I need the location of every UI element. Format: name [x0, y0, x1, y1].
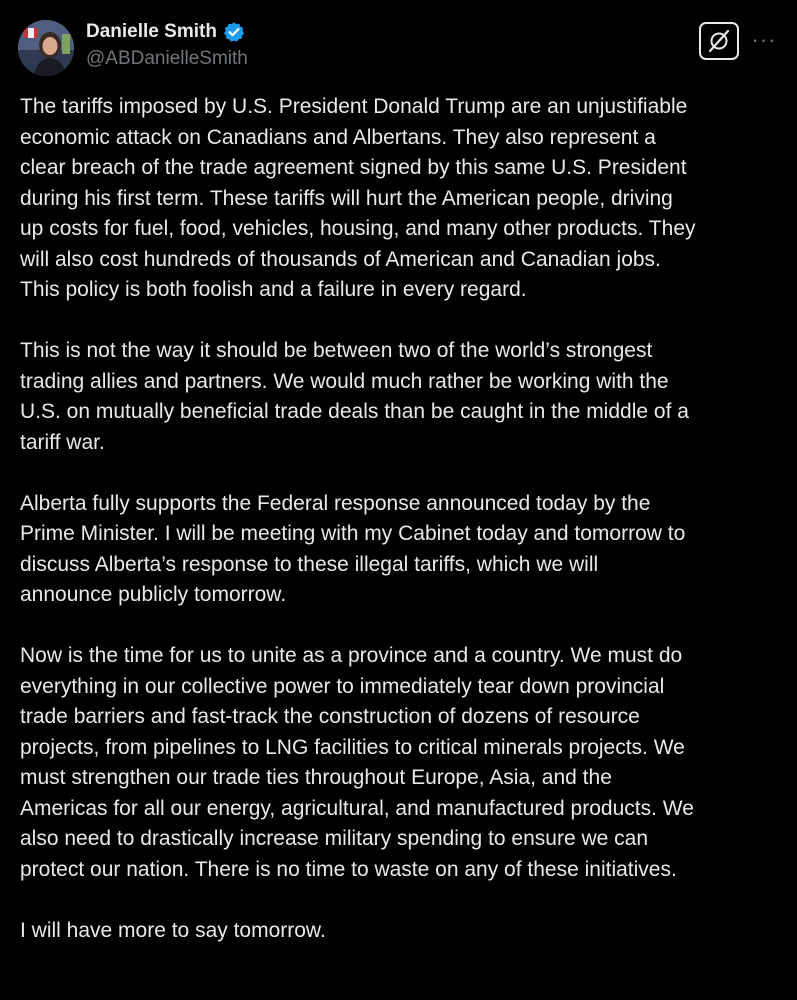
- post-paragraph: [20, 489, 790, 611]
- post-text-line: This is not the way it should be between two of the world’s strongest: [20, 339, 653, 362]
- post-text-line: The tariffs imposed by U.S. President Donald Trump are an unjustifiable: [20, 95, 688, 118]
- verified-badge-icon: [223, 21, 245, 43]
- post-paragraph: [20, 92, 790, 306]
- post-paragraph: [20, 641, 790, 885]
- grok-icon: [701, 24, 737, 58]
- display-name[interactable]: Danielle Smith: [86, 21, 217, 42]
- post-text-line: everything in our collective power to immediately tear down provincial: [20, 674, 665, 698]
- post-text-line: during his first term. These tariffs will hurt the American people, driving: [20, 186, 673, 210]
- more-options-icon: ···: [751, 27, 777, 52]
- post-text-line: economic attack on Canadians and Albertans. They also represent a: [20, 125, 656, 149]
- post-paragraph: [20, 916, 790, 947]
- post-text-line: trading allies and partners. We would much rather be working with the: [20, 369, 669, 393]
- post-text-line: will also cost hundreds of thousands of American and Canadian jobs.: [20, 247, 661, 271]
- post-text-line: up costs for fuel, food, vehicles, housing, and many other products. They: [20, 217, 696, 240]
- post-text-line: also need to drastically increase military spending to ensure we can: [20, 827, 649, 850]
- post-text-line: tariff war.: [20, 430, 105, 454]
- post-text: [20, 92, 790, 977]
- post-text-line: discuss Alberta’s response to these illegal tariffs, which we will: [20, 552, 599, 576]
- post-text-line: announce publicly tomorrow.: [20, 583, 287, 606]
- post-text-line: U.S. on mutually beneficial trade deals than be caught in the middle of a: [20, 400, 689, 423]
- grok-button[interactable]: [699, 22, 739, 60]
- author-handle[interactable]: @ABDanielleSmith: [86, 48, 248, 69]
- more-options-button[interactable]: [750, 26, 778, 54]
- post-text-line: trade barriers and fast-track the construction of dozens of resource: [20, 705, 640, 728]
- post-text-line: This policy is both foolish and a failure in every regard.: [20, 278, 527, 301]
- post-text-line: Alberta fully supports the Federal response announced today by the: [20, 491, 651, 515]
- post-text-line: projects, from pipelines to LNG facilities to critical minerals projects. We: [20, 735, 685, 759]
- author-name-row: [86, 21, 245, 43]
- post-text-line: must strengthen our trade ties throughout Europe, Asia, and the: [20, 766, 612, 789]
- post-text-line: Americas for all our energy, agricultural, and manufactured products. We: [20, 796, 694, 820]
- post-text-line: Prime Minister. I will be meeting with my Cabinet today and tomorrow to: [20, 522, 686, 545]
- post-text-line: Now is the time for us to unite as a province and a country. We must do: [20, 644, 683, 667]
- avatar[interactable]: [18, 20, 74, 76]
- post-paragraph: [20, 336, 790, 458]
- post-text-line: clear breach of the trade agreement signed by this same U.S. President: [20, 156, 687, 179]
- avatar-image: [18, 20, 74, 76]
- post-text-line: I will have more to say tomorrow.: [20, 918, 326, 942]
- post-header: [0, 0, 797, 90]
- post-text-line: protect our nation. There is no time to waste on any of these initiatives.: [20, 857, 677, 881]
